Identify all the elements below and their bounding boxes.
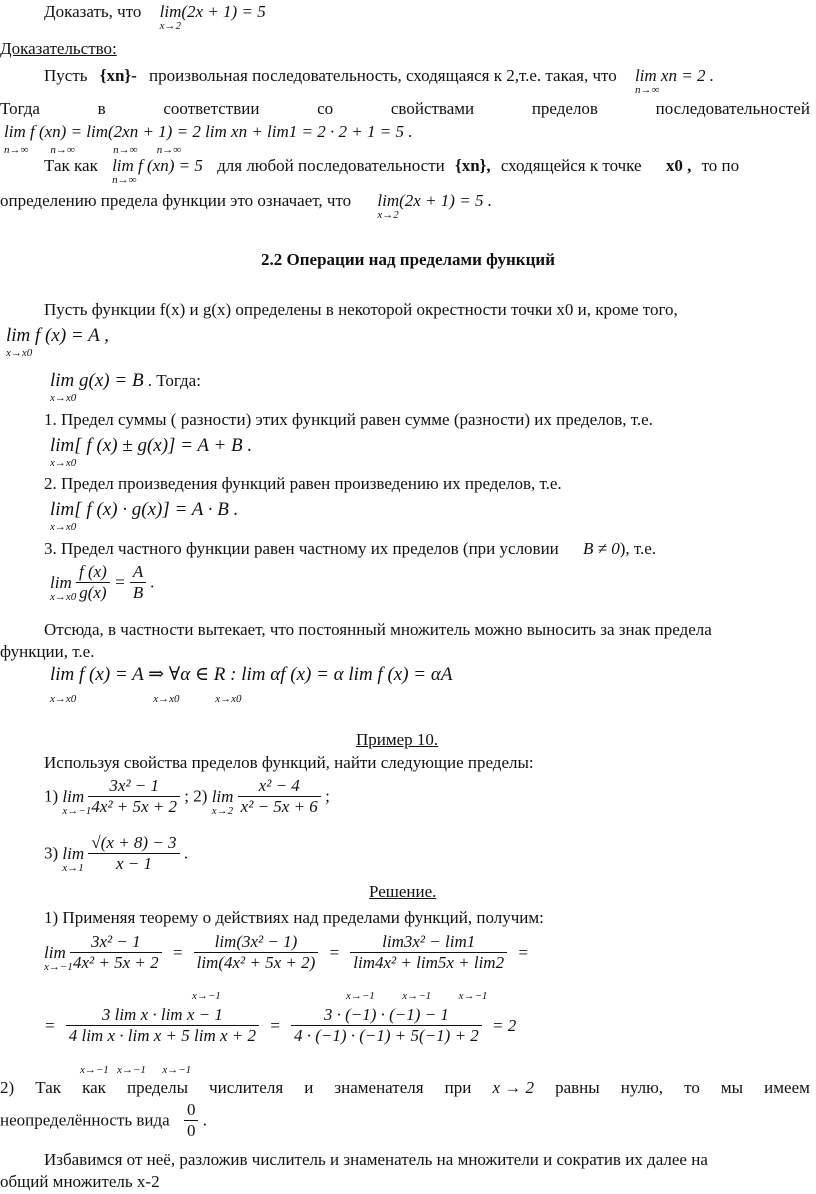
item-3-cond: B ≠ 0: [583, 539, 620, 558]
then-text: . Тогда:: [147, 371, 201, 390]
lim-f-sub: x→x0: [6, 347, 33, 359]
e2-num: x² − 4: [238, 776, 321, 797]
e1-den: 4x² + 5x + 2: [91, 797, 178, 816]
solution-step-1: 1) Применяя теорему о действиях над пределами функций, получим:: [44, 908, 544, 927]
e3-lim: lim: [62, 843, 85, 863]
p3-x0: x0 ,: [665, 156, 692, 175]
s2-frac-1: [66, 1005, 259, 1046]
p2-formula: [4, 122, 412, 142]
item-2: 2. Предел произведения функций равен произведению их пределов, т.е.: [44, 474, 562, 493]
section-title: 2.2 Операции над пределами функций: [261, 250, 555, 269]
item-3-rden: B: [132, 583, 144, 602]
item-3-den: g(x): [79, 583, 107, 602]
s2-subs-den: x→−1 x→−1 x→−1: [80, 1064, 192, 1076]
p3-mid: для любой последовательности: [217, 156, 445, 175]
p1-sub: n→∞: [634, 84, 660, 96]
p4-formula: [377, 191, 492, 221]
example-problems-1-2: [44, 776, 330, 817]
solution-step-2-line-2: [0, 1100, 207, 1141]
p2-word: свойствами: [390, 99, 475, 118]
p2-line2: неопределённость вида: [0, 1110, 170, 1130]
e3-label: 3): [44, 843, 59, 863]
e3-den: x − 1: [115, 854, 152, 873]
s1-f1-den: 4x² + 5x + 2: [72, 953, 159, 972]
s2-f1-den: 4 lim x · lim x + 5 lim x + 2: [68, 1026, 256, 1045]
p2-subs: n→∞ n→∞ n→∞ n→∞: [4, 144, 182, 156]
section-intro: Пусть функции f(x) и g(x) определены в некоторой окрестности точки x0 и, кроме того,: [44, 300, 678, 319]
e3-num: √(x + 8) − 3: [88, 833, 179, 854]
s1-f1-num: 3x² − 1: [70, 932, 162, 953]
item-3: [44, 539, 656, 559]
s2-frac-2: [291, 1005, 482, 1046]
e2-den: x² − 5x + 6: [240, 797, 318, 816]
p4-start: определению предела функции это означает, что: [0, 191, 352, 210]
p3-end: то по: [701, 156, 740, 175]
solution-formula-2: [44, 1005, 516, 1046]
example-task: Используя свойства пределов функций, найти следующие пределы:: [44, 753, 534, 772]
proof-line-2: [0, 99, 810, 119]
s2-f1-num: 3 lim x · lim x − 1: [66, 1005, 259, 1026]
e2-lim: lim: [211, 786, 234, 806]
p2ex-word: Так: [35, 1078, 62, 1097]
e1-sep: ; 2): [184, 786, 208, 806]
p2-word: в: [97, 99, 106, 118]
p1-mid: произвольная последовательность, сходящаяся к 2,т.е. такая, что: [149, 66, 617, 85]
proof-line-3: [44, 156, 740, 186]
solution-step-2: [0, 1078, 810, 1098]
p3-sub: n→∞: [112, 174, 137, 186]
solution-title: Решение.: [369, 882, 437, 901]
item-2-formula-text: lim[ f (x) · g(x)] = A · B .: [50, 499, 239, 520]
e3-end: .: [183, 843, 189, 863]
consequence-line-1: Отсюда, в частности вытекает, что постоянный множитель можно выносить за знак предела: [44, 620, 712, 639]
p2ex-word: и: [304, 1078, 314, 1097]
s1-subs-f2: x→−1: [192, 990, 221, 1002]
p2-frac-den: 0: [186, 1121, 196, 1140]
example-title: Пример 10.: [356, 730, 439, 749]
s2-result: = 2: [492, 1015, 517, 1035]
consequence-line-2: функции, т.е.: [0, 642, 95, 661]
e1-num: 3x² − 1: [88, 776, 180, 797]
e3-frac: [88, 833, 179, 874]
e3-sub: x→1: [62, 861, 84, 874]
s2-f2-num: 3 · (−1) · (−1) − 1: [291, 1005, 482, 1026]
p2-end: .: [202, 1110, 207, 1130]
e2-sub: x→2: [211, 804, 234, 817]
p2-word: пределов: [531, 99, 598, 118]
item-3-rnum: A: [130, 562, 146, 583]
prove-line: [44, 2, 266, 32]
lim-f: [6, 325, 109, 359]
proof-line-4: [0, 191, 492, 221]
p2ex-word: при: [444, 1078, 472, 1097]
last-line-1: Избавимся от неё, разложив числитель и знаменатель на множители и сократив их далее на: [44, 1150, 708, 1169]
p3-formula: [112, 156, 203, 186]
prove-sub: x→2: [159, 20, 182, 32]
consequence-formula: lim f (x) = A ⇒ ∀α ∈ R : lim αf (x) = α lim f (x) = αA: [50, 664, 453, 685]
e2-end: ;: [325, 786, 330, 806]
p1-formula-text: lim xn = 2 .: [634, 66, 714, 85]
item-1: 1. Предел суммы ( разности) этих функций равен сумме (разности) их пределов, т.е.: [44, 410, 653, 429]
e1-sub: x→−1: [62, 804, 92, 817]
lim-g-line: [50, 370, 201, 404]
p2-frac-num: 0: [184, 1100, 199, 1121]
item-1-sub: x→x0: [50, 457, 77, 469]
p2-word: соответствии: [163, 99, 260, 118]
p4-formula-text: lim(2x + 1) = 5 .: [377, 191, 492, 210]
lim-g-sub: x→x0: [50, 392, 77, 404]
s1-subs-f3-den: x→−1 x→−1 x→−1: [346, 990, 488, 1002]
item-3-text-b: ), т.е.: [619, 539, 657, 558]
zero-over-zero: [184, 1100, 199, 1141]
p2ex-word: мы: [720, 1078, 744, 1097]
s1-f2-den: lim(4x² + 5x + 2): [196, 953, 316, 972]
p2-formula-text: lim f (xn) = lim(2xn + 1) = 2 lim xn + lim1 = 2 · 2 + 1 = 5 .: [4, 122, 413, 141]
proof-line-1: [44, 66, 714, 96]
s1-eq-1: =: [171, 942, 184, 962]
s1-lim: lim: [44, 942, 66, 962]
e1-lim: lim: [62, 786, 85, 806]
p2-word: последовательностей: [655, 99, 810, 118]
item-2-sub: x→x0: [50, 521, 77, 533]
p2ex-word: то: [684, 1078, 700, 1097]
p3-mid2: сходящейся к точке: [500, 156, 642, 175]
p2ex-word: как: [82, 1078, 106, 1097]
p2ex-word: имеем: [764, 1078, 810, 1097]
e2-frac: [238, 776, 321, 817]
p2ex-word: 2): [0, 1078, 15, 1097]
p2ex-word: нулю,: [620, 1078, 664, 1097]
p2ex-word: числителя: [209, 1078, 284, 1097]
s1-f2-num: lim(3x² − 1): [194, 932, 319, 953]
p2ex-word: пределы: [126, 1078, 189, 1097]
item-1-formula-text: lim[ f (x) ± g(x)] = A + B .: [50, 435, 253, 456]
s1-sub: x→−1: [44, 960, 73, 973]
s1-eq-2: =: [328, 942, 341, 962]
p1-start: Пусть: [44, 66, 88, 85]
item-3-formula: lim x→x0 $\frac{f (x)}{g(x)}$ = $\frac{A}{B}$ .: [50, 562, 155, 603]
s1-frac-3: [350, 932, 507, 973]
s1-f3-num: lim3x² − lim1: [350, 932, 507, 953]
item-2-formula: [50, 499, 239, 533]
p3-formula-text: lim f (xn) = 5: [112, 156, 203, 175]
item-3-text-a: 3. Предел частного функции равен частному их пределов (при условии: [44, 539, 559, 558]
p2ex-word: равны: [555, 1078, 600, 1097]
p2ex-word: x → 2: [492, 1078, 534, 1097]
lim-g: [50, 370, 144, 404]
e1-label: 1): [44, 786, 59, 806]
s1-f3-den: lim4x² + lim5x + lim2: [353, 953, 505, 972]
p1-seq: {xn}-: [99, 66, 137, 85]
p4-sub: x→2: [377, 209, 399, 221]
s2-eq-1: =: [44, 1015, 56, 1035]
item-3-frac-left: [76, 562, 110, 603]
p2-word: Тогда: [0, 99, 40, 118]
example-problem-3: [44, 833, 188, 874]
prove-label: Доказать, что: [44, 2, 142, 21]
p3-seq: {xn},: [455, 156, 491, 175]
s2-eq-2: =: [269, 1015, 281, 1035]
last-line-2: общий множитель x-2: [0, 1172, 160, 1191]
consequence-subs: x→x0 x→x0 x→x0: [50, 693, 242, 705]
p2-word: со: [317, 99, 334, 118]
item-3-sub: x→x0: [50, 590, 77, 603]
s2-f2-den: 4 · (−1) · (−1) + 5(−1) + 2: [293, 1026, 479, 1045]
s1-frac-1: [70, 932, 162, 973]
p2ex-word: знаменателя: [334, 1078, 424, 1097]
prove-formula-text: lim(2x + 1) = 5: [159, 2, 266, 21]
lim-g-text: lim g(x) = B: [50, 370, 144, 391]
proof-heading: Доказательство:: [0, 39, 117, 58]
prove-formula: [159, 2, 266, 32]
p3-start: Так как: [44, 156, 98, 175]
item-3-lim: lim: [50, 572, 72, 592]
lim-f-text: lim f (x) = A ,: [6, 325, 109, 346]
solution-formula-1: [44, 932, 529, 973]
s1-frac-2: [194, 932, 319, 973]
p1-formula: [634, 66, 714, 96]
s1-eq-3: =: [517, 942, 529, 962]
e1-frac: [88, 776, 180, 817]
item-3-num: f (x): [76, 562, 110, 583]
item-1-formula: [50, 435, 253, 469]
item-3-frac-right: [130, 562, 146, 603]
